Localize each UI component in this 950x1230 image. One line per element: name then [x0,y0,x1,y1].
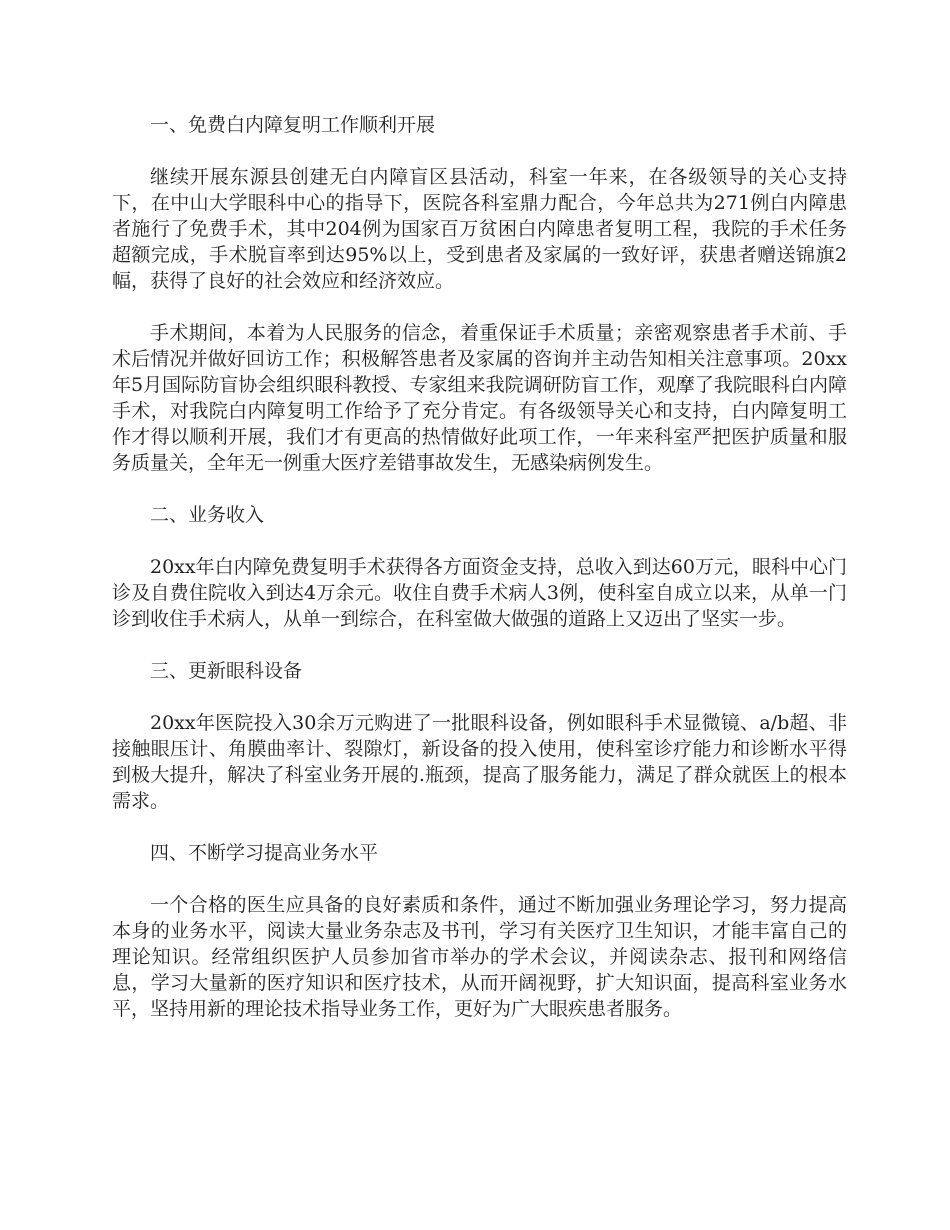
section-3-paragraph-1: 20xx年医院投入30余万元购进了一批眼科设备，例如眼科手术显微镜、a/b超、非接触眼压计、角膜曲率计、裂隙灯，新设备的投入使用，使科室诊疗能力和诊断水平得到极大提升，解决了科室业务开展的.瓶颈，提高了服务能力，满足了群众就医上的根本需求。 [112,712,847,812]
document-page [112,112,847,1022]
spacer [112,528,847,554]
section-heading-4: 四、不断学习提高业务水平 [150,842,379,864]
section-2-paragraph-1: 20xx年白内障免费复明手术获得各方面资金支持，总收入到达60万元，眼科中心门诊及自费住院收入到达4万余元。收住自费手术病人3例，使科室自成立以来，从单一门诊到收住手术病人，从单一到综合，在科室做大做强的道路上又迈出了坚实一步。 [112,556,847,630]
spacer [112,684,847,710]
section-heading-2: 二、业务收入 [150,504,265,526]
section-4-paragraph-1: 一个合格的医生应具备的良好素质和条件，通过不断加强业务理论学习，努力提高本身的业务水平，阅读大量业务杂志及书刊，学习有关医疗卫生知识，才能丰富自己的理论知识。经常组织医护人员参加省市举办的学术会议，并阅读杂志、报刊和网络信息，学习大量新的医疗知识和医疗技术，从而开阔视野，扩大知识面，提高科室业务水平，坚持用新的理论技术指导业务工作，更好为广大眼疾患者服务。 [112,894,847,1020]
spacer [112,866,847,892]
section-1-paragraph-2: 手术期间，本着为人民服务的信念，着重保证手术质量；亲密观察患者手术前、手术后情况并做好回访工作；积极解答患者及家属的咨询并主动告知相关注意事项。20xx年5月国际防盲协会组织眼科教授、专家组来我院调研防盲工作，观摩了我院眼科白内障手术，对我院白内障复明工作给予了充分肯定。有各级领导关心和支持，白内障复明工作才得以顺利开展，我们才有更高的热情做好此项工作，一年来科室严把医护质量和服务质量关，全年无一例重大医疗差错事故发生，无感染病例发生。 [112,322,847,474]
spacer [112,294,847,320]
spacer [112,814,847,840]
spacer [112,138,847,164]
section-heading-3: 三、更新眼科设备 [150,660,303,682]
section-heading-1: 一、免费白内障复明工作顺利开展 [150,114,436,136]
section-1-paragraph-1: 继续开展东源县创建无白内障盲区县活动，科室一年来，在各级领导的关心支持下，在中山大学眼科中心的指导下，医院各科室鼎力配合，今年总共为271例白内障患者施行了免费手术，其中204例为国家百万贫困白内障患者复明工程，我院的手术任务超额完成，手术脱盲率到达95%以上，受到患者及家属的一致好评，获患者赠送锦旗2幅，获得了良好的社会效应和经济效应。 [112,166,847,292]
spacer [112,632,847,658]
spacer [112,476,847,502]
